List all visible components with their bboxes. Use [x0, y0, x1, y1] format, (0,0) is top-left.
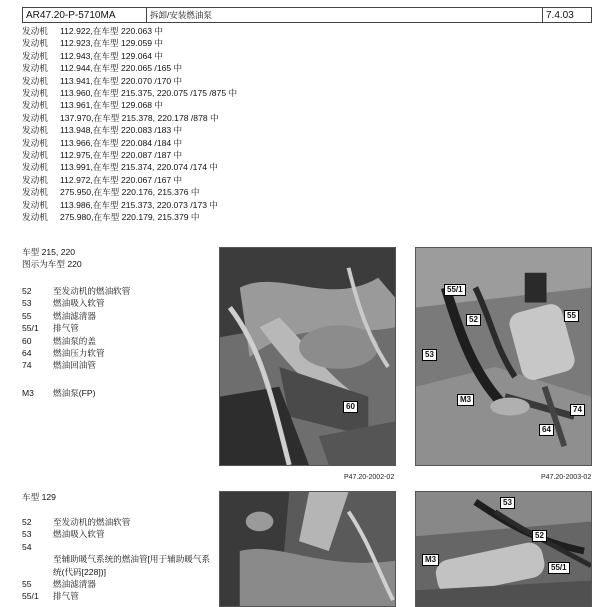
engine-label: 发动机	[22, 112, 48, 123]
engine-spec: 112.944,在车型 220.065 /165 中	[60, 63, 183, 74]
legend-number: 54	[22, 541, 32, 552]
engine-spec: 113.991,在车型 215.374, 220.074 /174 中	[60, 162, 218, 173]
engine-label: 发动机	[22, 50, 48, 61]
legend-number: 53	[22, 529, 32, 540]
section2-legend	[22, 516, 213, 603]
engine-row	[22, 50, 237, 62]
legend-row	[22, 541, 213, 553]
engine-row	[22, 137, 237, 149]
photo-caption: P47.20-2002-02	[344, 474, 395, 481]
document-header	[22, 7, 592, 23]
photo-fuel-pump-cover	[219, 247, 396, 466]
legend-row	[22, 322, 213, 334]
legend-row	[22, 347, 213, 359]
legend-row	[22, 335, 213, 347]
legend-number: 55/1	[22, 323, 39, 334]
engine-row	[22, 199, 237, 211]
callout-label: 55/1	[548, 562, 570, 574]
photo-image	[220, 248, 395, 465]
engine-row	[22, 112, 237, 124]
engine-row	[22, 174, 237, 186]
callout-label: 53	[422, 349, 437, 361]
legend-row	[22, 528, 213, 540]
engine-row	[22, 62, 237, 74]
engine-spec: 275.980,在车型 220.179, 215.379 中	[60, 212, 200, 223]
callout-label: 52	[466, 314, 481, 326]
legend-row	[22, 285, 213, 297]
callout-label: 60	[343, 401, 358, 413]
legend-description: 燃油回油管	[53, 360, 96, 371]
callout-label: 53	[500, 497, 515, 509]
engine-label: 发动机	[22, 137, 48, 148]
engine-row	[22, 37, 237, 49]
engine-label: 发动机	[22, 88, 48, 99]
callout-label: 74	[570, 404, 585, 416]
legend-row	[22, 359, 213, 371]
legend-row	[22, 516, 213, 528]
engine-row	[22, 124, 237, 136]
engine-label: 发动机	[22, 26, 48, 36]
callout-label: 64	[539, 424, 554, 436]
legend-number: 55/1	[22, 591, 39, 602]
legend-description: 燃油泵的盖	[53, 335, 96, 346]
engine-spec: 112.923,在车型 129.059 中	[60, 38, 164, 49]
engine-label: 发动机	[22, 187, 48, 198]
engine-row	[22, 211, 237, 223]
section1-note: 图示为车型 220	[22, 259, 82, 269]
legend-number: 74	[22, 360, 32, 371]
engine-spec: 113.961,在车型 129.068 中	[60, 100, 164, 111]
callout-label: 55/1	[444, 284, 466, 296]
section1-m3-legend	[22, 387, 213, 399]
document-title: 拆卸/安装燃油泵	[147, 8, 543, 22]
engine-row	[22, 25, 237, 37]
engine-label: 发动机	[22, 199, 48, 210]
photo-image	[416, 248, 591, 465]
section1-legend	[22, 285, 213, 372]
legend-number	[22, 553, 53, 578]
legend-description: 燃油压力软管	[53, 348, 105, 359]
legend-description: 排气管	[53, 323, 79, 334]
section1-models: 车型 215, 220	[22, 247, 76, 257]
engine-spec: 113.941,在车型 220.070 /170 中	[60, 75, 183, 86]
section-number: 7.4.03	[546, 9, 574, 21]
photo-129-fuel-filter	[415, 491, 592, 607]
engine-row	[22, 75, 237, 87]
legend-description: 排气管	[53, 591, 79, 602]
legend-description: 燃油滤清器	[53, 310, 96, 321]
engine-spec: 113.960,在车型 215.375, 220.075 /175 /875 中	[60, 88, 238, 99]
legend-row	[22, 297, 213, 309]
engine-spec: 112.975,在车型 220.087 /187 中	[60, 150, 183, 161]
engine-list	[22, 25, 237, 224]
engine-label: 发动机	[22, 75, 48, 86]
engine-row	[22, 87, 237, 99]
legend-row	[22, 590, 213, 602]
engine-spec: 112.922,在车型 220.063 中	[60, 26, 164, 36]
engine-label: 发动机	[22, 174, 48, 185]
photo-fuel-filter-lines	[415, 247, 592, 466]
legend-number: 60	[22, 335, 32, 346]
legend-row	[22, 310, 213, 322]
engine-row	[22, 161, 237, 173]
engine-label: 发动机	[22, 150, 48, 161]
photo-image	[220, 492, 395, 606]
document-code: AR47.20-P-5710MA	[23, 8, 147, 22]
engine-label: 发动机	[22, 162, 48, 173]
engine-label: 发动机	[22, 212, 48, 223]
engine-row	[22, 99, 237, 111]
section2-models: 车型 129	[22, 492, 56, 502]
callout-label: M3	[457, 394, 474, 406]
legend-number: 52	[22, 286, 32, 296]
legend-description: 至发动机的燃油软管	[53, 517, 131, 527]
engine-spec: 113.986,在车型 215.373, 220.073 /173 中	[60, 199, 218, 210]
legend-number: 53	[22, 298, 32, 309]
legend-number: 55	[22, 579, 32, 590]
legend-description: 燃油吸入软管	[53, 529, 105, 540]
engine-label: 发动机	[22, 100, 48, 111]
callout-label: 55	[564, 310, 579, 322]
engine-label: 发动机	[22, 125, 48, 136]
engine-spec: 275.950,在车型 220.176, 215.376 中	[60, 187, 200, 198]
legend-row	[22, 553, 213, 578]
legend-description: 至辅助暖气系统的燃油管[用于辅助暖气系统(代码[228])]	[53, 554, 211, 577]
engine-spec: 137.970,在车型 215.378, 220.178 /878 中	[60, 112, 219, 123]
engine-row	[22, 186, 237, 198]
photo-129-pump-area	[219, 491, 396, 607]
engine-label: 发动机	[22, 63, 48, 74]
legend-number: 52	[22, 517, 32, 527]
engine-label: 发动机	[22, 38, 48, 49]
legend-description	[53, 541, 213, 553]
engine-spec: 113.966,在车型 220.084 /184 中	[60, 137, 183, 148]
legend-description: 燃油泵(FP)	[53, 388, 96, 398]
engine-spec: 112.943,在车型 129.064 中	[60, 50, 164, 61]
legend-row	[22, 578, 213, 590]
legend-description: 至发动机的燃油软管	[53, 286, 131, 296]
legend-description: 燃油滤清器	[53, 579, 96, 590]
callout-label: 52	[532, 530, 547, 542]
legend-number: 55	[22, 310, 32, 321]
engine-spec: 112.972,在车型 220.067 /167 中	[60, 174, 183, 185]
legend-number: M3	[22, 388, 34, 398]
engine-row	[22, 149, 237, 161]
legend-number: 64	[22, 348, 32, 359]
photo-caption: P47.20-2003-02	[541, 474, 592, 481]
photo-image	[416, 492, 591, 606]
engine-spec: 113.948,在车型 220.083 /183 中	[60, 125, 183, 136]
callout-label: M3	[422, 554, 439, 566]
legend-description: 燃油吸入软管	[53, 298, 105, 309]
